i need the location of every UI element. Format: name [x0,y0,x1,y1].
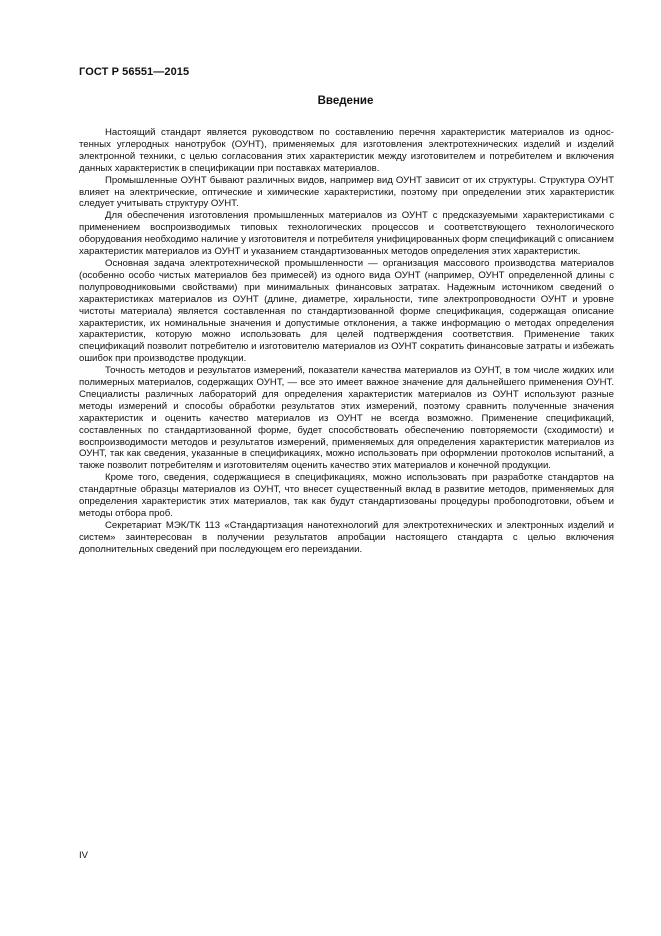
paragraph: Точность методов и результатов измерений, показатели качества материалов из ОУНТ, в том числе жидких или полимерных материалов, содержащих ОУНТ, — все это имеет важное значение для дальнейшего применения ОУНТ. Специалисты различных лабораторий для определения характеристик материалов из ОУНТ используют разные методы измерений и способы обработки результатов этих измерений, поэтому сравнить полученные значения характеристик и оценить качество материалов из ОУНТ не всегда возможно. Применение спецификаций, составленных по стандартизованной форме, будет способствовать обеспечению повторяемости (сходимости) и воспроизводимости методов и результатов измерений, применяемых для определения характеристик материалов из ОУНТ, так как сведения, указанные в спецификациях, можно использовать при оформлении протоколов испытаний, а также позволит потребителям и изготовителям оценить качество этих материалов и конечной продукции. [79,365,614,472]
paragraph: Секретариат МЭК/ТК 113 «Стандартизация нанотехнологий для электротехнических и электронных изделий и систем» заинтересован в получении результатов апробации настоящего стандарта с целью включения дополнительных сведений при последующем его переиздании. [79,519,614,555]
paragraph: Настоящий стандарт является руководством по составлению перечня характеристик материалов из одностенных углеродных нанотрубок (ОУНТ), применяемых для изготовления электротехнических изделий и изделий электронной техники, с целью согласования этих характеристик между изготовителем и потребителем и включения данных характеристик в спецификации при поставках материалов. [79,127,614,174]
section-title: Введение [317,95,374,107]
body-text [79,127,614,556]
page-number: IV [79,850,88,861]
paragraph: Промышленные ОУНТ бывают различных видов, например вид ОУНТ зависит от их структуры. Структура ОУНТ влияет на электрические, оптические и химические характеристики, поэтому при определении этих характеристик следует учитывать структуру ОУНТ. [79,174,614,210]
paragraph: Для обеспечения изготовления промышленных материалов из ОУНТ с предсказуемыми характеристиками с применением воспроизводимых типовых технологических процессов и соответствующего технологического оборудования необходимо наличие у изготовителя и потребителя унифицированных форм спецификаций с описанием характеристик материалов из ОУНТ и указанием стандартизованных методов определения этих характеристик. [79,210,614,258]
page-header-doc-code: ГОСТ Р 56551—2015 [79,66,190,78]
paragraph: Основная задача электротехнической промышленности — организация массового производства материалов (особенно особо чистых материалов без примесей) из одного вида ОУНТ (например, ОУНТ определенной длины с полупроводниковыми свойствами) при минимальных финансовых затратах. Надежным источником сведений о характеристиках материалов из ОУНТ (длине, диаметре, хиральности, типе электропроводности ОУНТ и уровне чистоты материала) является составленная по стандартизованной форме спецификация, содержащая описание характеристик, их номинальные значения и допустимые отклонения, а также информацию о методах определения характеристик, которую можно использовать для целей подтверждения соответствия. Применение таких спецификаций позволит потребителю и изготовителю материалов из ОУНТ сократить финансовые затраты и избежать ошибок при производстве продукции. [79,257,614,365]
paragraph: Кроме того, сведения, содержащиеся в спецификациях, можно использовать при разработке стандартов на стандартные образцы материалов из ОУНТ, что внесет существенный вклад в развитие методов, применяемых для определения характеристик этих материалов, так как будут стандартизованы процедуры пробоподготовки, объем и методы отбора проб. [79,472,614,519]
